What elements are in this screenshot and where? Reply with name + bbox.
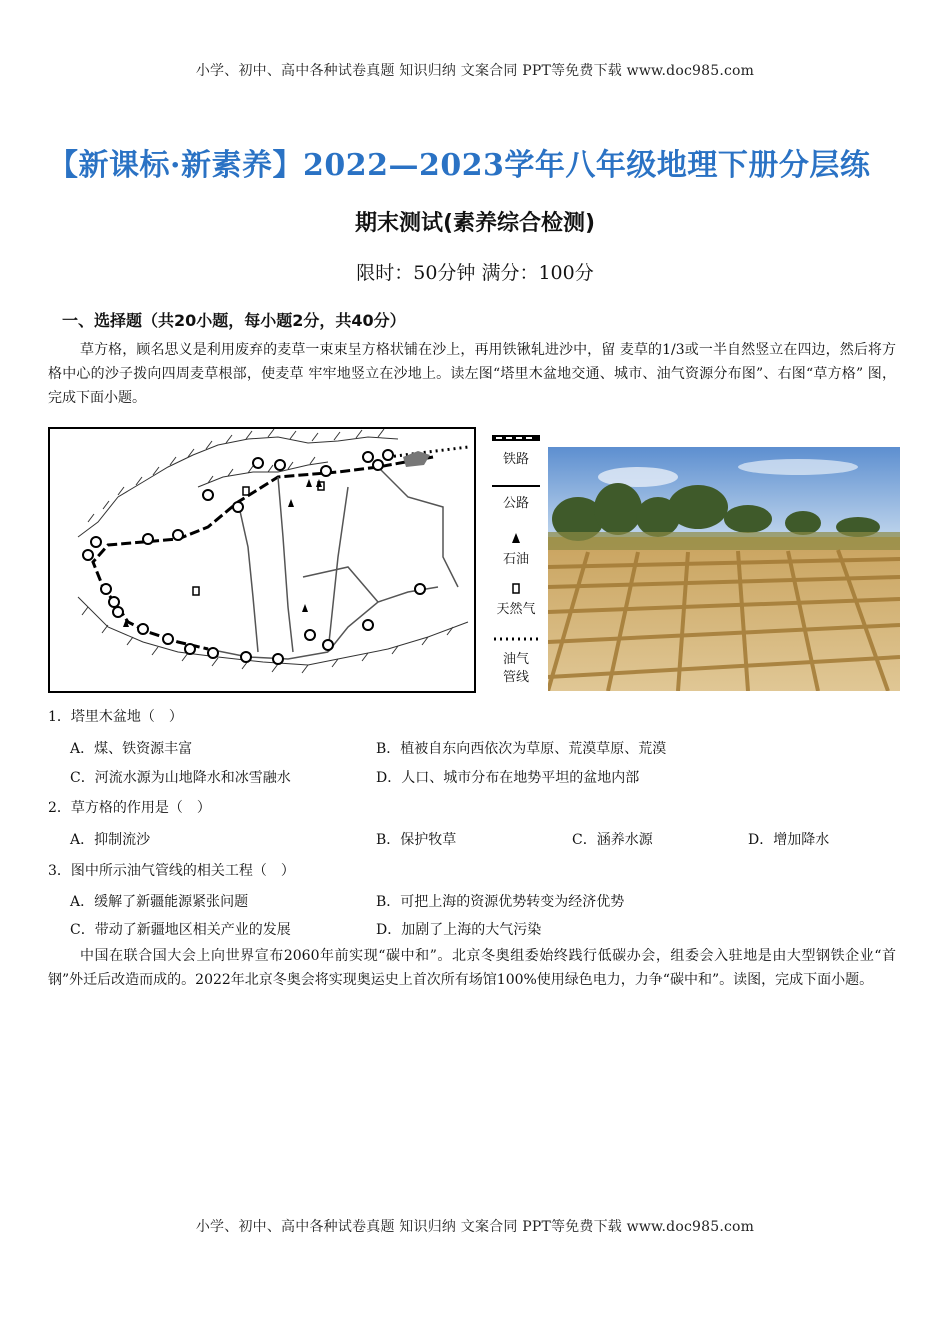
q3-option-b[interactable]: B．可把上海的资源优势转变为经济优势 bbox=[376, 894, 625, 910]
time-score-limit: 限时：50分钟 满分：100分 bbox=[356, 262, 594, 284]
q1-option-d[interactable]: D．人口、城市分布在地势平坦的盆地内部 bbox=[376, 770, 640, 786]
road-symbol bbox=[492, 484, 540, 488]
exam-subtitle: 期末测试(素养综合检测) bbox=[354, 211, 596, 236]
q1-option-a[interactable]: A．煤、铁资源丰富 bbox=[70, 741, 193, 757]
map-legend bbox=[490, 432, 542, 694]
reading-passage-1: 草方格，顾名思义是利用废弃的麦草一束束呈方格状铺在沙上，再用铁锹轧进沙中，留 麦草的1/3或一半自然竖立在四边，然后将方格中心的沙子拨向四周麦草根部，使麦草 牢牢地竖立在沙地上。读左图“塔里木盆地交通、城市、油气资源分布图”、右图“草方格” 图，完成下面小题。 bbox=[48, 342, 896, 406]
legend-pipeline-1: 油气 bbox=[502, 652, 529, 667]
legend-pipeline-2: 管线 bbox=[502, 670, 529, 685]
legend-oil: 石油 bbox=[502, 552, 529, 567]
q1-option-c[interactable]: C．河流水源为山地降水和冰雪融水 bbox=[70, 770, 291, 786]
section-heading-choice: 一、选择题（共20小题，每小题2分，共40分） bbox=[62, 311, 406, 330]
q2-option-a[interactable]: A．抑制流沙 bbox=[70, 832, 151, 848]
grass-grid-photo bbox=[548, 447, 900, 691]
q2-option-b[interactable]: B．保护牧草 bbox=[376, 832, 457, 848]
pipeline-symbol bbox=[492, 636, 540, 642]
question-3-stem: 3．图中所示油气管线的相关工程（ ） bbox=[48, 863, 295, 879]
question-2-stem: 2．草方格的作用是（ ） bbox=[48, 800, 211, 816]
natural-gas-icon bbox=[510, 582, 522, 594]
page-header: 小学、初中、高中各种试卷真题 知识归纳 文案合同 PPT等免费下载 www.doc985.com bbox=[195, 63, 755, 79]
question-1-stem: 1．塔里木盆地（ ） bbox=[48, 709, 183, 725]
q3-option-a[interactable]: A．缓解了新疆能源紧张问题 bbox=[70, 894, 249, 910]
legend-railway: 铁路 bbox=[502, 452, 529, 467]
legend-road: 公路 bbox=[502, 496, 529, 511]
q1-option-b[interactable]: B．植被自东向西依次为草原、荒漠草原、荒漠 bbox=[376, 741, 667, 757]
q3-option-d[interactable]: D．加剧了上海的大气污染 bbox=[376, 922, 542, 938]
q3-option-c[interactable]: C．带动了新疆地区相关产业的发展 bbox=[70, 922, 291, 938]
legend-gas: 天然气 bbox=[496, 602, 536, 617]
railway-symbol bbox=[492, 434, 540, 442]
q2-option-d[interactable]: D．增加降水 bbox=[748, 832, 830, 848]
q2-option-c[interactable]: C．涵养水源 bbox=[572, 832, 653, 848]
oil-icon bbox=[510, 532, 522, 544]
page-footer: 小学、初中、高中各种试卷真题 知识归纳 文案合同 PPT等免费下载 www.doc985.com bbox=[195, 1219, 755, 1235]
reading-passage-2: 中国在联合国大会上向世界宣布2060年前实现“碳中和”。北京冬奥组委始终践行低碳办会，组委会入驻地是由大型钢铁企业“首钢”外迁后改造而成的。2022年北京冬奥会将实现奥运史上首次所有场馆100%使用绿色电力，力争“碳中和”。读图，完成下面小题。 bbox=[48, 948, 896, 988]
tarim-basin-map bbox=[48, 427, 476, 693]
document-title: 【新课标·新素养】2022—2023学年八年级地理下册分层练 bbox=[48, 148, 871, 183]
